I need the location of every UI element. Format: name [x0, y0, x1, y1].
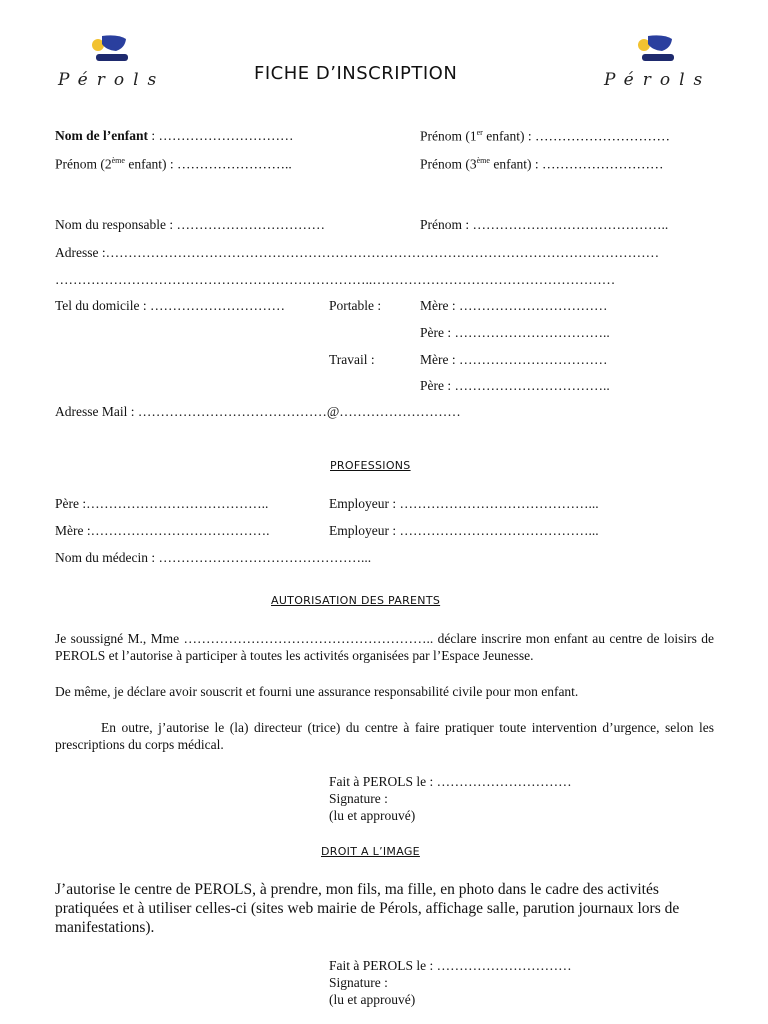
mother-mobile-field[interactable]: Mère : ……………………………	[420, 298, 608, 313]
logo-brand-right: Pérols	[604, 70, 712, 90]
address-field[interactable]: Adresse :……………………………………………………………………………………………………………	[55, 245, 660, 260]
first-child-dots: enfant) : …………………………	[482, 128, 670, 144]
third-child-firstname-field[interactable]	[420, 156, 664, 173]
second-child-firstname-field[interactable]	[55, 156, 292, 173]
authorization-read-approved: (lu et approuvé)	[329, 808, 416, 823]
first-child-label: Prénom (1	[420, 128, 477, 144]
authorization-date-field[interactable]: Fait à PEROLS le : …………………………	[329, 774, 572, 789]
second-child-label: Prénom (2	[55, 156, 112, 172]
image-rights-signature-label: Signature :	[329, 975, 388, 990]
third-child-sup: ème	[476, 156, 490, 165]
authorization-signature-label: Signature :	[329, 791, 388, 806]
mother-employer-field[interactable]: Employeur : ……………………………………...	[329, 523, 599, 538]
first-child-firstname-field[interactable]	[420, 128, 670, 145]
home-phone-field[interactable]: Tel du domicile : …………………………	[55, 298, 286, 313]
second-child-sup: ème	[111, 156, 125, 165]
second-child-dots: enfant) : ……………………..	[124, 156, 292, 172]
father-profession-field[interactable]: Père :…………………………………..	[55, 496, 269, 511]
page-title: FICHE D’INSCRIPTION	[254, 63, 458, 84]
image-rights-paragraph: J’autorise le centre de PEROLS, à prendre, mon fils, ma fille, en photo dans le cadre des activités pratiquées et à utiliser celles-ci (sites web mairie de Pérols, affichage salle, parution journaux lors de manifestations).	[55, 881, 680, 936]
logo-brand-left: Pérols	[58, 70, 166, 90]
perols-logo-left	[58, 32, 168, 102]
emergency-paragraph: En outre, j’autorise le (la) directeur (trice) du centre à faire pratiquer toute intervention d’urgence, selon les prescriptions du corps médical.	[55, 720, 714, 752]
authorization-paragraph: Je soussigné M., Mme ……………………………………………….. déclare inscrire mon enfant au centre de loisirs de PEROLS et l’autorise à participer à toutes les activités organisées par l’Espace Jeunesse.	[55, 631, 714, 663]
image-rights-read-approved: (lu et approuvé)	[329, 992, 416, 1007]
email-field[interactable]: Adresse Mail : ……………………………………@………………………	[55, 404, 461, 419]
image-rights-date-field[interactable]: Fait à PEROLS le : …………………………	[329, 958, 572, 973]
guardian-firstname-field[interactable]: Prénom : ……………………………………..	[420, 217, 669, 232]
child-name-dots: : …………………………	[148, 128, 294, 143]
mother-profession-field[interactable]: Mère :………………………………….	[55, 523, 270, 538]
third-child-dots: enfant) : ………………………	[489, 156, 664, 172]
father-employer-field[interactable]: Employeur : ……………………………………...	[329, 496, 599, 511]
guardian-name-field[interactable]: Nom du responsable : ……………………………	[55, 217, 325, 232]
father-mobile-field[interactable]: Père : ……………………………..	[420, 325, 610, 340]
first-child-sup: er	[476, 128, 483, 137]
third-child-label: Prénom (3	[420, 156, 477, 172]
parental-authorization-heading: AUTORISATION DES PARENTS	[271, 594, 441, 607]
child-name-label: Nom de l’enfant	[55, 128, 148, 143]
work-phone-label: Travail :	[329, 352, 375, 367]
perols-logo-right	[604, 32, 714, 102]
address-line2-field[interactable]: ……………………………………………………………..………………………………………………	[55, 272, 616, 287]
image-rights-heading: DROIT A L’IMAGE	[321, 845, 420, 858]
father-work-phone-field[interactable]: Père : ……………………………..	[420, 378, 610, 393]
doctor-name-field[interactable]: Nom du médecin : ………………………………………...	[55, 550, 372, 565]
authorization-signature-block	[329, 773, 572, 824]
perols-logo-left-icon	[88, 32, 158, 72]
mobile-label: Portable :	[329, 298, 382, 313]
insurance-paragraph: De même, je déclare avoir souscrit et fourni une assurance responsabilité civile pour mon enfant.	[55, 684, 579, 699]
mother-work-phone-field[interactable]: Mère : ……………………………	[420, 352, 608, 367]
professions-heading: PROFESSIONS	[330, 459, 411, 472]
perols-logo-right-icon	[634, 32, 704, 72]
image-rights-signature-block	[329, 957, 572, 1008]
child-name-field[interactable]	[55, 128, 294, 144]
